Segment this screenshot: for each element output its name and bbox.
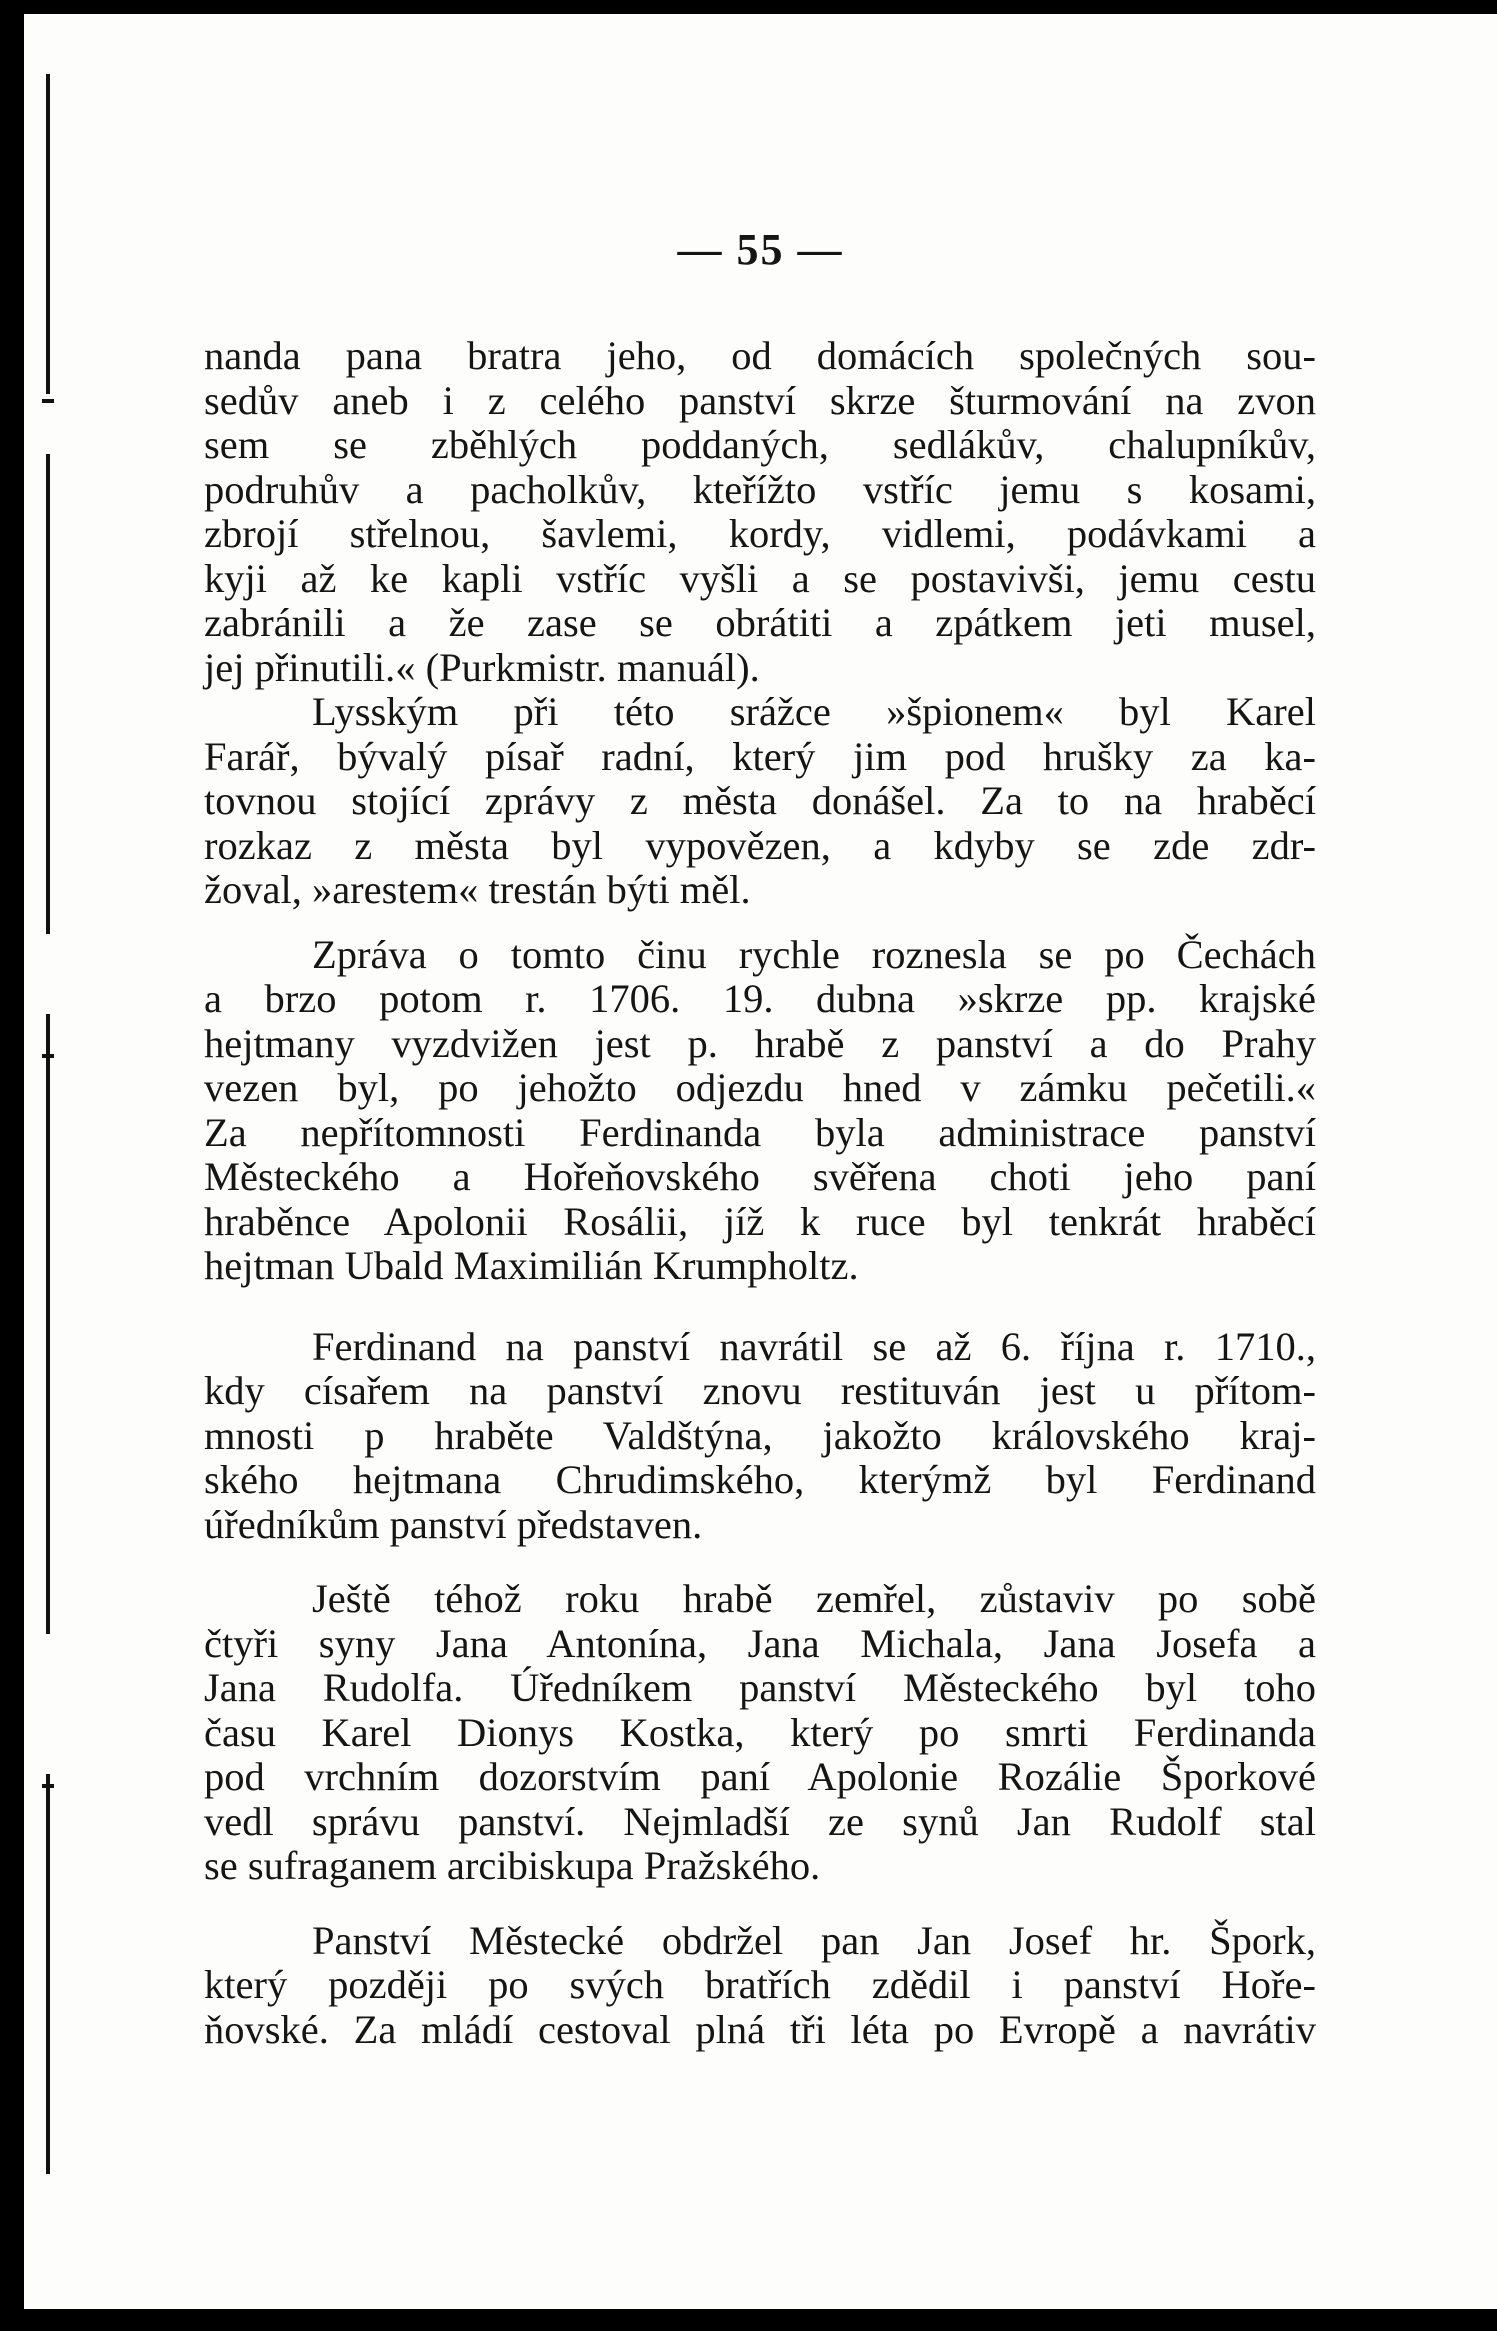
text-line: Za nepřítomnosti Ferdinanda byla administrace panství	[204, 1109, 1316, 1155]
scan-border-bottom	[0, 2309, 1497, 2331]
text-line: úředníkům panství představen.	[204, 1501, 703, 1547]
text-line: času Karel Dionys Kostka, který po smrti Ferdinanda	[204, 1709, 1316, 1755]
text-line: ského hejtmana Chrudimského, kterýmž byl Ferdinand	[204, 1457, 1316, 1502]
scan-border-left	[0, 0, 24, 2331]
text-line: Ještě téhož roku hrabě zemřel, zůstaviv po sobě	[312, 1576, 1316, 1621]
paragraph	[204, 1325, 1316, 1548]
margin-mark	[42, 399, 54, 403]
text-line: čtyři syny Jana Antonína, Jana Michala, Jana Josefa a	[204, 1620, 1316, 1666]
paragraph-gap	[204, 1289, 1316, 1325]
binding-edge	[46, 1774, 50, 2174]
paragraph-gap	[204, 1547, 1316, 1577]
paragraph	[204, 690, 1316, 913]
text-line: hejtmany vyzdvižen jest p. hrabě z panství a do Prahy	[204, 1020, 1316, 1066]
text-line: Ferdinand na panství navrátil se až 6. října r. 1710.,	[312, 1323, 1316, 1369]
text-line: vezen byl, po jehožto odjezdu hned v zámku pečetili.«	[204, 1065, 1316, 1110]
text-line: kyji až ke kapli vstříc vyšli a se postavivši, jemu cestu	[204, 555, 1316, 601]
paragraph-gap	[204, 1889, 1316, 1919]
text-line: sem se zběhlých poddaných, sedlákův, chalupníkův,	[204, 422, 1316, 467]
text-line: a brzo potom r. 1706. 19. dubna »skrze pp. krajské	[204, 976, 1316, 1021]
text-line: který později po svých bratřích zdědil i panství Hoře-	[204, 1962, 1316, 2007]
text-line: Městeckého a Hořeňovského svěřena choti jeho paní	[204, 1154, 1316, 1199]
paragraph	[204, 933, 1316, 1289]
margin-mark	[42, 1054, 54, 1058]
text-line: Lysským při této srážce »špionem« byl Karel	[312, 689, 1316, 734]
text-line: Jana Rudolfa. Úředníkem panství Městeckého byl toho	[204, 1665, 1316, 1710]
paragraph	[204, 1577, 1316, 1889]
binding-edge	[46, 454, 50, 934]
text-line: ňovské. Za mládí cestoval plná tři léta po Evropě a navrátiv	[204, 2006, 1316, 2052]
text-line: hejtman Ubald Maximilián Krumpholtz.	[204, 1243, 859, 1288]
text-line: rozkaz z města byl vypovězen, a kdyby se zde zdr-	[204, 822, 1316, 868]
text-line: zbrojí střelnou, šavlemi, kordy, vidlemi, podávkami a	[204, 511, 1316, 556]
binding-edge	[46, 1014, 50, 1634]
page-number: — 55 —	[677, 225, 844, 274]
text-line: podruhův a pacholkův, kteřížto vstříc jemu s kosami,	[204, 466, 1316, 512]
text-line: žoval, »arestem« trestán býti měl.	[204, 867, 751, 912]
margin-mark	[42, 1784, 54, 1788]
book-page	[24, 14, 1497, 2309]
text-line: sedův aneb i z celého panství skrze šturmování na zvon	[204, 377, 1316, 423]
paragraph-gap	[204, 913, 1316, 933]
body-text	[204, 334, 1316, 2052]
text-line: nanda pana bratra jeho, od domácích společných sou-	[204, 333, 1316, 378]
text-line: vedl správu panství. Nejmladší ze synů Jan Rudolf stal	[204, 1798, 1316, 1844]
text-line: hraběnce Apolonii Rosálii, jíž k ruce byl tenkrát hraběcí	[204, 1198, 1316, 1244]
text-line: tovnou stojící zprávy z města donášel. Za to na hraběcí	[204, 778, 1316, 823]
paragraph	[204, 334, 1316, 690]
text-line: mnosti p hraběte Valdštýna, jakožto královského kraj-	[204, 1412, 1316, 1458]
text-line: pod vrchním dozorstvím paní Apolonie Rozálie Šporkové	[204, 1754, 1316, 1799]
text-line: Zpráva o tomto činu rychle roznesla se po Čechách	[312, 931, 1316, 977]
text-line: se sufraganem arcibiskupa Pražského.	[204, 1843, 821, 1888]
text-line: zabránili a že zase se obrátiti a zpátkem jeti musel,	[204, 600, 1316, 645]
scan-border-top	[0, 0, 1497, 14]
text-line: kdy císařem na panství znovu restituván jest u přítom-	[204, 1368, 1316, 1413]
text-line: Panství Městecké obdržel pan Jan Josef hr. Špork,	[312, 1917, 1316, 1963]
text-line: Farář, bývalý písař radní, který jim pod hrušky za ka-	[204, 733, 1316, 779]
paragraph	[204, 1919, 1316, 2053]
text-line: jej přinutili.« (Purkmistr. manuál).	[204, 644, 760, 690]
